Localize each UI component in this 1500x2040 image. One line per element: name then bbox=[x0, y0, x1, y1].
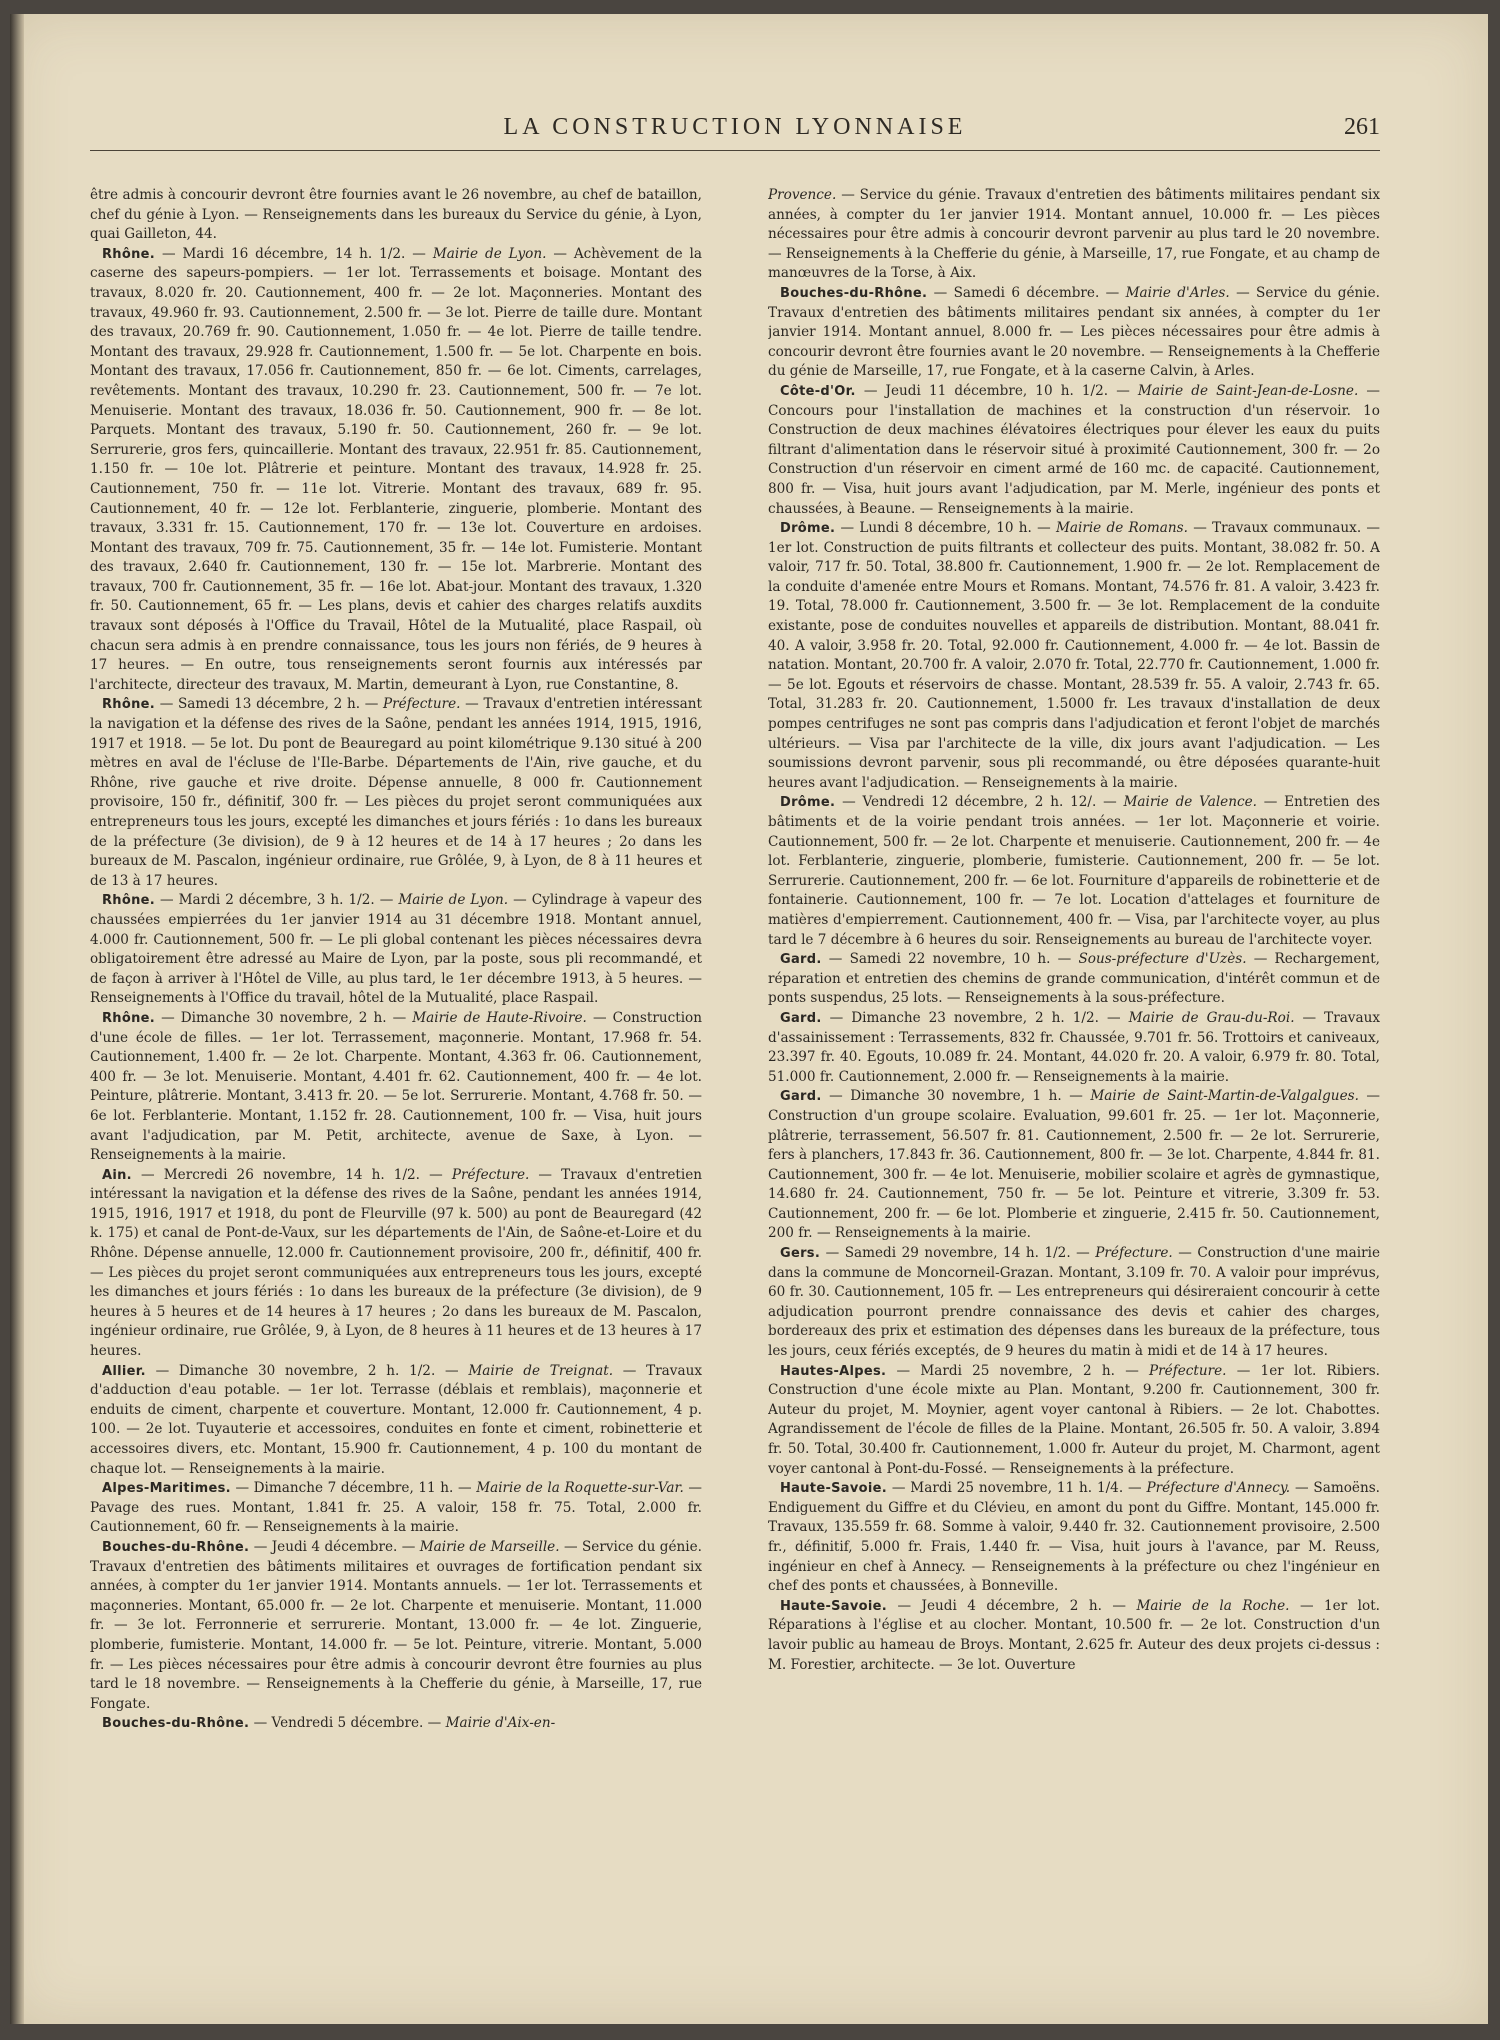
notice-entry bbox=[768, 1087, 1380, 1244]
notice-venue: Mairie de Haute-Rivoire. bbox=[412, 1009, 587, 1026]
notice-department: Gard. bbox=[780, 1010, 822, 1026]
notice-text: — Travaux d'assainissement : Terrassements, 832 fr. Chaussée, 9.701 fr. 56. Trottoirs et caniveaux, 23.397 fr. 40. Egouts, 10.089 fr. 24. Montant, 44.020 fr. 20. A valoir, 6.979 fr. 80. Total, 51.000 fr. Cautionnement, 2.000 fr. — Renseignements à la mairie. bbox=[768, 1009, 1380, 1085]
notice-venue: Mairie de la Roquette-sur-Var. bbox=[476, 1480, 684, 1497]
notice-entry bbox=[768, 1244, 1380, 1362]
notice-text: — Entretien des bâtiments et de la voirie pendant trois années. — 1er lot. Maçonnerie et voirie. Cautionnement, 500 fr. — 2e lot. Charpente et menuiserie. Cautionnement, 200 fr. — 4e lot. Ferblanterie, zinguerie, plomberie, fumisterie. Cautionnement, 200 fr. — 5e lot. Serrurerie. Cautionnement, 200 fr. — 6e lot. Fourniture d'appareils de robinetterie et de fontainerie. Cautionnement, 100 fr. — 7e lot. Location d'attelages et fourniture de matières d'empierrement. Cautionnement, 400 fr. — Visa, par l'architecte voyer, au plus tard le 7 décembre à 6 heures du soir. Renseignements au bureau de l'architecte voyer. bbox=[768, 794, 1380, 948]
notice-text: — Achèvement de la caserne des sapeurs-pompiers. — 1er lot. Terrassements et boisage. Montant des travaux, 8.020 fr. 20. Cautionnement, 400 fr. — 2e lot. Maçonneries. Montant des travaux, 49.960 fr. 93. Cautionnement, 2.500 fr. — 3e lot. Pierre de taille dure. Montant des travaux, 20.769 fr. 90. Cautionnement, 1.050 fr. — 4e lot. Pierre de taille tendre. Montant des travaux, 29.928 fr. Cautionnement, 1.500 fr. — 5e lot. Charpente en bois. Montant des travaux, 17.056 fr. Cautionnement, 850 fr. — 6e lot. Ciments, carrelages, revêtements. Montant des travaux, 10.290 fr. 23. Cautionnement, 500 fr. — 7e lot. Menuiserie. Montant des travaux, 18.036 fr. 50. Cautionnement, 900 fr. — 8e lot. Parquets. Montant des travaux, 5.190 fr. 50. Cautionnement, 260 fr. — 9e lot. Serrurerie, gros fers, quincaillerie. Montant des travaux, 22.951 fr. 85. Cautionnement, 1.150 fr. — 10e lot. Plâtrerie et peinture. Montant des travaux, 14.928 fr. 25. Cautionnement, 750 fr. — 11e lot. Vitrerie. Montant des travaux, 689 fr. 95. Cautionnement, 40 fr. — 12e lot. Ferblanterie, zinguerie, plomberie. Montant des travaux, 3.331 fr. 15. Cautionnement, 170 fr. — 13e lot. Couverture en ardoises. Montant des travaux, 709 fr. 75. Cautionnement, 35 fr. — 14e lot. Fumisterie. Montant des travaux, 2.640 fr. Cautionnement, 130 fr. — 15e lot. Marbrerie. Montant des travaux, 700 fr. Cautionnement, 35 fr. — 16e lot. Abat-jour. Montant des travaux, 1.320 fr. 50. Cautionnement, 65 fr. — Les plans, devis et cahier des charges relatifs auxdits travaux sont déposés à l'Office du Travail, Hôtel de la Mutualité, place Raspail, où chacun sera admis à en prendre connaissance, tous les jours non fériés, de 9 heures à 17 heures. — En outre, tous renseignements seront fournis aux intéressés par l'architecte, directeur des travaux, M. Martin, demeurant à Lyon, rue Constantine, 8. bbox=[90, 245, 702, 693]
notice-department: Rhône. bbox=[102, 893, 156, 909]
notice-entry bbox=[90, 186, 702, 245]
notice-venue: Mairie de Lyon. bbox=[432, 245, 547, 262]
notice-venue: Mairie de Marseille. bbox=[419, 1538, 560, 1555]
notice-text: — Jeudi 4 décembre. — bbox=[249, 1538, 420, 1555]
notice-text: — Dimanche 30 novembre, 2 h. 1/2. — bbox=[145, 1362, 469, 1379]
notice-venue: Mairie de Lyon. bbox=[398, 892, 509, 909]
notice-department: Gard. bbox=[780, 1089, 822, 1105]
notice-entry bbox=[90, 1166, 702, 1362]
notice-venue: Mairie de Grau-du-Roi. bbox=[1128, 1009, 1295, 1026]
notice-text: — Mardi 25 novembre, 2 h. — bbox=[886, 1362, 1150, 1379]
notice-department: Bouches-du-Rhône. bbox=[780, 285, 928, 301]
notice-venue: Mairie de Romans. bbox=[1055, 520, 1188, 537]
notice-department: Rhône. bbox=[102, 697, 156, 713]
notice-department: Haute-Savoie. bbox=[780, 1598, 887, 1614]
notice-entry bbox=[768, 1479, 1380, 1597]
notice-text: — Dimanche 30 novembre, 1 h. — bbox=[821, 1088, 1091, 1105]
notice-text: — Mardi 2 décembre, 3 h. 1/2. — bbox=[155, 892, 399, 909]
page-header bbox=[90, 110, 1380, 151]
notice-entry bbox=[90, 1714, 702, 1734]
notice-text: — Travaux d'entretien intéressant la navigation et la défense des rives de la Saône, pendant les années 1914, 1915, 1916, 1917 et 1918, du pont de Fleurville (97 k. 500) au pont de Beauregard (42 k. 175) et canal de Pont-de-Vaux, sur les départements de l'Ain, de Saône-et-Loire et du Rhône. Dépense annuelle, 12.000 fr. Cautionnement provisoire, 200 fr., définitif, 400 fr. — Les pièces du projet seront communiquées aux entrepreneurs tous les jours, excepté les dimanches et jours fériés : 1o dans les bureaux de la préfecture (3e division), de 9 heures à 5 heures et de 14 heures à 17 heures ; 2o dans les bureaux de M. Pascalon, ingénieur ordinaire, rue Grôlée, 9, à Lyon, de 8 heures à 11 heures et de 13 heures à 17 heures. bbox=[90, 1166, 702, 1360]
notice-venue: Mairie de Valence. bbox=[1123, 794, 1257, 811]
notice-entry bbox=[90, 1538, 702, 1714]
notice-department: Bouches-du-Rhône. bbox=[102, 1539, 250, 1555]
text-columns bbox=[90, 186, 1380, 1966]
notice-text: — Dimanche 30 novembre, 2 h. — bbox=[155, 1009, 413, 1026]
notice-text: — Construction d'un groupe scolaire. Evaluation, 99.601 fr. 25. — 1er lot. Maçonnerie, plâtrerie, terrassement, 56.507 fr. 81. Cautionnement, 2.500 fr. — 2e lot. Serrurerie, fers à planchers, 17.843 fr. 36. Cautionnement, 800 fr. — 3e lot. Charpente, 4.844 fr. 81. Cautionnement, 300 fr. — 4e lot. Menuiserie, mobilier scolaire et agrès de gymnastique, 14.680 fr. 24. Cautionnement, 750 fr. — 5e lot. Peinture et vitrerie, 3.309 fr. 53. Cautionnement, 200 fr. — 6e lot. Plomberie et zinguerie, 2.415 fr. 50. Cautionnement, 200 fr. — Renseignements à la mairie. bbox=[768, 1088, 1380, 1242]
notice-venue: Préfecture. bbox=[1095, 1245, 1173, 1262]
notice-entry bbox=[90, 1362, 702, 1480]
notice-department: Drôme. bbox=[780, 521, 836, 537]
notice-text: — Samoëns. Endiguement du Giffre et du Clévieu, en amont du pont du Giffre. Montant, 145.000 fr. Travaux, 135.559 fr. 68. Somme à valoir, 9.440 fr. 32. Cautionnement provisoire, 2.500 fr., définitif, 5.000 fr. Frais, 1.440 fr. — Visa, huit jours à l'avance, par M. Reuss, ingénieur en chef à Annecy. — Renseignements à la préfecture ou chez l'ingénieur en chef des ponts et chaussées, à Bonneville. bbox=[768, 1480, 1380, 1595]
notice-entry bbox=[90, 891, 702, 1009]
notice-text: — 1er lot. Réparations à l'église et au clocher. Montant, 10.500 fr. — 2e lot. Construction d'un lavoir public au hameau de Broys. Montant, 2.625 fr. Auteur des deux projets ci-dessus : M. Forestier, architecte. — 3e lot. Ouverture bbox=[768, 1597, 1380, 1673]
notice-text: — Cylindrage à vapeur des chaussées empierrées du 1er janvier 1914 au 31 décembre 1918. Montant annuel, 4.000 fr. Cautionnement, 500 fr. — Le pli global contenant les pièces nécessaires devra obligatoirement être adressé au Maire de Lyon, par la poste, sous pli recommandé, et de façon à arriver à l'Hôtel de Ville, au plus tard, le 1er décembre 1913, à 5 heures. — Renseignements à l'Office du travail, hôtel de la Mutualité, place Raspail. bbox=[90, 892, 702, 1007]
notice-entry bbox=[768, 284, 1380, 382]
notice-text: — Travaux communaux. — 1er lot. Construction de puits filtrants et collecteur des puits. Montant, 38.082 fr. 50. A valoir, 717 fr. 50. Total, 38.800 fr. Cautionnement, 1.900 fr. — 2e lot. Remplacement de la conduite d'amenée entre Mours et Romans. Montant, 74.576 fr. 81. A valoir, 3.423 fr. 19. Total, 78.000 fr. Cautionnement, 3.500 fr. — 3e lot. Remplacement de la conduite existante, pose de conduites nouvelles et appareils de distribution. Montant, 88.041 fr. 40. A valoir, 3.958 fr. 20. Total, 92.000 fr. Cautionnement, 4.000 fr. — 4e lot. Bassin de natation. Montant, 20.700 fr. A valoir, 2.070 fr. Total, 22.770 fr. Cautionnement, 1.000 fr. — 5e lot. Egouts et réservoirs de chasse. Montant, 28.539 fr. 55. A valoir, 2.743 fr. 65. Total, 31.283 fr. 20. Cautionnement, 1.5000 fr. Les travaux d'installation de deux pompes centrifuges ne sont pas compris dans l'adjudication et feront l'objet de marchés ultérieurs. — Visa par l'architecte de la ville, dix jours avant l'adjudication. — Les soumissions devront parvenir, sous pli recommandé, ou être déposées quarante-huit heures avant l'adjudication. — Renseignements à la mairie. bbox=[768, 520, 1380, 791]
right-column bbox=[768, 186, 1380, 1966]
notice-text: — Concours pour l'installation de machines et la construction d'un réservoir. 1o Construction de deux machines élévatoires électriques pour élever les eaux du puits filtrant d'alimentation dans le réservoir situé à proximité Cautionnement, 300 fr. — 2o Construction d'un réservoir en ciment armé de 160 mc. de capacité. Cautionnement, 800 fr. — Visa, huit jours avant l'adjudication, par M. Merle, ingénieur des ponts et chaussées, à Beaune. — Renseignements à la mairie. bbox=[768, 382, 1380, 517]
notice-department: Rhône. bbox=[102, 1010, 156, 1026]
notice-entry bbox=[768, 186, 1380, 284]
notice-entry bbox=[768, 950, 1380, 1009]
notice-text: — Samedi 13 décembre, 2 h. — bbox=[155, 696, 384, 713]
notice-department: Drôme. bbox=[780, 795, 836, 811]
notice-entry bbox=[90, 245, 702, 696]
left-column bbox=[90, 186, 702, 1966]
notice-text: — Jeudi 4 décembre, 2 h. — bbox=[887, 1597, 1137, 1614]
notice-text: — Samedi 22 novembre, 10 h. — bbox=[821, 951, 1079, 968]
notice-text: — 1er lot. Ribiers. Construction d'une école mixte au Plan. Montant, 9.200 fr. Cautionnement, 300 fr. Auteur du projet, M. Moynier, agent voyer cantonal à Ribiers. — 2e lot. Chabottes. Agrandissement de l'école de filles de la Plaine. Montant, 26.505 fr. 50. A valoir, 3.894 fr. 50. Total, 30.400 fr. Cautionnement, 1.000 fr. Auteur du projet, M. Charmont, agent voyer cantonal à Pont-du-Fossé. — Renseignements à la préfecture. bbox=[768, 1362, 1380, 1477]
notice-department: Hautes-Alpes. bbox=[780, 1363, 887, 1379]
notice-entry bbox=[768, 1362, 1380, 1480]
notice-entry bbox=[90, 1479, 702, 1538]
notice-text: — Pavage des rues. Montant, 1.841 fr. 25. A valoir, 158 fr. 75. Total, 2.000 fr. Cautionnement, 60 fr. — Renseignements à la mairie. bbox=[90, 1480, 702, 1536]
notice-department: Allier. bbox=[102, 1363, 146, 1379]
page-number: 261 bbox=[1344, 114, 1380, 140]
notice-text: — Dimanche 23 novembre, 2 h. 1/2. — bbox=[821, 1009, 1129, 1026]
notice-venue: Mairie de Treignat. bbox=[468, 1362, 614, 1379]
notice-entry bbox=[768, 1009, 1380, 1087]
notice-venue: Préfecture. bbox=[451, 1166, 530, 1183]
notice-text: — Service du génie. Travaux d'entretien des bâtiments militaires et ouvrages de fortification pendant six années, à compter du 1er janvier 1914. Montants annuels. — 1er lot. Terrassements et maçonneries. Montant, 65.000 fr. — 2e lot. Charpente et menuiserie. Montant, 11.000 fr. — 3e lot. Ferronnerie et serrurerie. Montant, 13.000 fr. — 4e lot. Zinguerie, plomberie, fumisterie. Montant, 14.000 fr. — 5e lot. Peinture, vitrerie. Montant, 5.000 fr. — Les pièces nécessaires pour être admis à concourir devront être fournies au plus tard le 18 novembre. — Renseignements à la Chefferie du génie, à Marseille, 17, rue Fongate. bbox=[90, 1538, 702, 1712]
journal-page bbox=[10, 14, 1488, 2024]
notice-department: Rhône. bbox=[102, 246, 156, 262]
notice-text: — Dimanche 7 décembre, 11 h. — bbox=[230, 1480, 477, 1497]
notice-department: Bouches-du-Rhône. bbox=[102, 1716, 250, 1732]
notice-department: Gers. bbox=[780, 1246, 821, 1262]
notice-text: — Construction d'une école de filles. — 1er lot. Terrassement, maçonnerie. Montant, 17.968 fr. 54. Cautionnement, 1.400 fr. — 2e lot. Charpente. Montant, 4.363 fr. 06. Cautionnement, 400 fr. — 3e lot. Menuiserie. Montant, 4.401 fr. 62. Cautionnement, 400 fr. — 4e lot. Peinture, plâtrerie. Montant, 3.413 fr. 20. — 5e lot. Serrurerie. Montant, 4.768 fr. 50. — 6e lot. Ferblanterie. Montant, 1.152 fr. 28. Cautionnement, 100 fr. — Visa, huit jours avant l'adjudication, par M. Petit, architecte, avenue de Saxe, à Lyon. — Renseignements à la mairie. bbox=[90, 1009, 702, 1164]
notice-venue: Sous-préfecture d'Uzès. bbox=[1078, 951, 1247, 968]
notice-text: — Mardi 16 décembre, 14 h. 1/2. — bbox=[155, 245, 433, 262]
notice-department: Côte-d'Or. bbox=[780, 383, 856, 399]
notice-text: — Construction d'une mairie dans la commune de Moncorneil-Grazan. Montant, 3.109 fr. 70. A valoir pour imprévus, 60 fr. 30. Cautionnement, 105 fr. — Les entrepreneurs qui désireraient concourir à cette adjudication pourront prendre connaissance des devis et cahier des charges, bordereaux des prix et estimation des dépenses dans les bureaux de la préfecture, tous les jours, ceux fériés exceptés, de 9 heures du matin à midi et de 14 à 17 heures. bbox=[768, 1245, 1380, 1360]
notice-venue: Préfecture d'Annecy. bbox=[1146, 1480, 1291, 1497]
notice-department: Alpes-Maritimes. bbox=[102, 1481, 231, 1497]
notice-text: — Service du génie. Travaux d'entretien des bâtiments militaires pendant six années, à compter du 1er janvier 1914. Montant annuel, 10.000 fr. — Les pièces nécessaires pour être admis à concourir devront parvenir au plus tard le 20 novembre. — Renseignements à la Chefferie du génie, à Marseille, 17, rue Fongate, et au champ de manœuvres de la Torse, à Aix. bbox=[768, 187, 1380, 282]
notice-text: — Rechargement, réparation et entretien des chemins de grande communication, d'intérêt commun et de ponts suspendus, 25 lots. — Renseignements à la sous-préfecture. bbox=[768, 951, 1380, 1007]
notice-text: — Service du génie. Travaux d'entretien des bâtiments militaires pendant six années, à compter du 1er janvier 1914. Montant annuel, 8.000 fr. — Les pièces nécessaires pour être admis à concourir devront être fournies avant le 20 novembre. — Renseignements à la Chefferie du génie de Marseille, 17, rue Fongate, et à la caserne Calvin, à Arles. bbox=[768, 284, 1380, 380]
notice-text: — Lundi 8 décembre, 10 h. — bbox=[835, 520, 1056, 537]
notice-entry bbox=[768, 519, 1380, 793]
notice-text: — Samedi 6 décembre. — bbox=[927, 284, 1126, 301]
notice-department: Haute-Savoie. bbox=[780, 1481, 887, 1497]
notice-entry bbox=[768, 1597, 1380, 1675]
notice-text: — Mardi 25 novembre, 11 h. 1/4. — bbox=[887, 1480, 1147, 1497]
notice-venue: Préfecture. bbox=[383, 696, 461, 713]
notice-text: — Vendredi 5 décembre. — bbox=[249, 1715, 446, 1732]
notice-entry bbox=[768, 382, 1380, 519]
notice-venue: Mairie d'Arles. bbox=[1125, 284, 1230, 301]
notice-text: être admis à concourir devront être fournies avant le 26 novembre, au chef de bataillon, chef du génie à Lyon. — Renseignements dans les bureaux du Service du génie, à Lyon, quai Gailleton, 44. bbox=[90, 187, 702, 243]
notice-department: Gard. bbox=[780, 952, 822, 968]
previous-page-edge bbox=[10, 14, 24, 2024]
notice-text: — Travaux d'entretien intéressant la navigation et la défense des rives de la Saône, pendant les années 1914, 1915, 1916, 1917 et 1918. — 5e lot. Du pont de Beauregard au point kilométrique 9.130 situé à 200 mètres en aval de l'écluse de l'Ile-Barbe. Départements de l'Ain, rive gauche, et du Rhône, rive gauche et rive droite. Dépense annuelle, 8 000 fr. Cautionnement provisoire, 150 fr., définitif, 300 fr. — Les pièces du projet seront communiquées aux entrepreneurs tous les jours, excepté les dimanches et jours fériés : 1o dans les bureaux de la préfecture (3e division), de 9 à 12 heures et de 14 à 17 heures ; 2o dans les bureaux de M. Pascalon, ingénieur ordinaire, rue Grôlée, 9, à Lyon, de 8 à 11 heures et de 13 à 17 heures. bbox=[90, 696, 702, 889]
notice-text: — Jeudi 11 décembre, 10 h. 1/2. — bbox=[855, 382, 1138, 399]
notice-venue: Préfecture. bbox=[1149, 1362, 1227, 1379]
notice-text: — Mercredi 26 novembre, 14 h. 1/2. — bbox=[131, 1166, 452, 1183]
notice-venue: Mairie de la Roche. bbox=[1136, 1597, 1290, 1614]
notice-department: Ain. bbox=[102, 1167, 132, 1183]
notice-venue: Mairie d'Aix-en- bbox=[445, 1715, 556, 1732]
notice-entry bbox=[768, 793, 1380, 950]
notice-venue: Mairie de Saint-Jean-de-Losne. bbox=[1137, 382, 1359, 399]
notice-venue: Mairie de Saint-Martin-de-Valgalgues. bbox=[1090, 1088, 1359, 1105]
notice-text: — Travaux d'adduction d'eau potable. — 1er lot. Terrasse (déblais et remblais), maçonnerie et enduits de ciment, charpente et couverture. Montant, 12.000 fr. Cautionnement, 4 p. 100. — 2e lot. Tuyauterie et accessoires, conduites en fonte et ciment, robinetterie et accessoires divers, etc. Montant, 15.900 fr. Cautionnement, 4 p. 100 du montant de chaque lot. — Renseignements à la mairie. bbox=[90, 1362, 702, 1477]
notice-text: — Samedi 29 novembre, 14 h. 1/2. — bbox=[820, 1245, 1096, 1262]
notice-venue: Provence. bbox=[768, 187, 837, 203]
running-title: LA CONSTRUCTION LYONNAISE bbox=[503, 114, 967, 140]
notice-entry bbox=[90, 1009, 702, 1166]
notice-text: — Vendredi 12 décembre, 2 h. 12/. — bbox=[835, 794, 1124, 811]
notice-entry bbox=[90, 695, 702, 891]
